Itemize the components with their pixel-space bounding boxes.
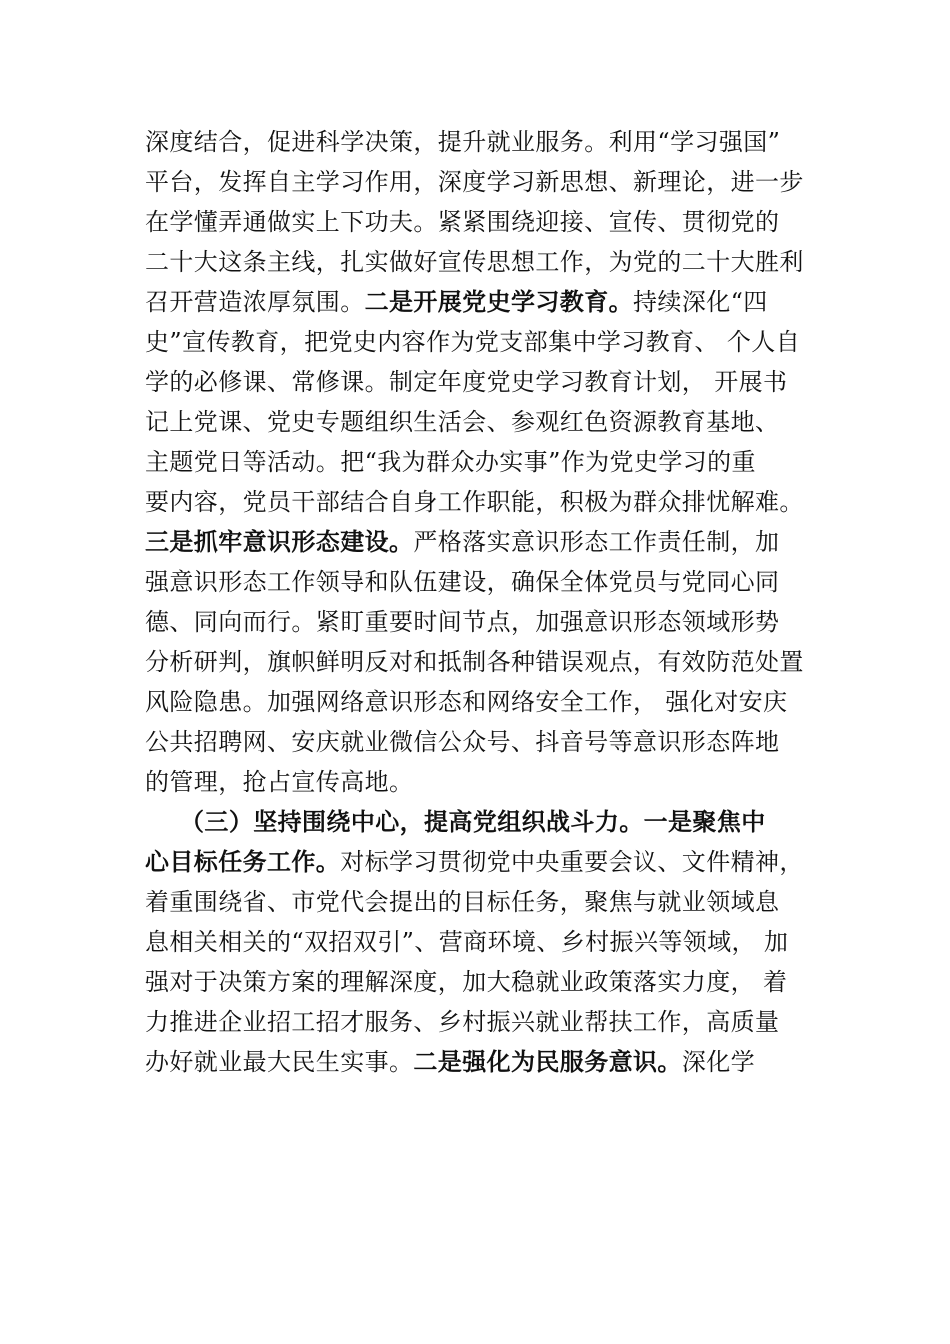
text-line bbox=[145, 162, 804, 202]
text-line bbox=[145, 882, 779, 922]
text-segment: 公共招聘网、安庆就业微信公众号、抖音号等意识形态阵地 bbox=[145, 728, 780, 756]
text-segment: 二十大这条主线，扎实做好宣传思想工作，为党的二十大胜利 bbox=[145, 248, 804, 276]
text-line bbox=[145, 522, 779, 562]
text-segment: 强意识形态工作领导和队伍建设，确保全体党员与党同心同 bbox=[145, 568, 780, 596]
text-line bbox=[145, 242, 804, 282]
text-line bbox=[145, 282, 768, 322]
text-line bbox=[145, 842, 804, 882]
text-segment: 在学懂弄通做实上下功夫。紧紧围绕迎接、宣传、贯彻党的 bbox=[145, 208, 780, 236]
text-line bbox=[145, 762, 413, 802]
text-segment: 的管理，抢占宣传高地。 bbox=[145, 768, 414, 796]
text-segment: 分析研判，旗帜鲜明反对和抵制各种错误观点，有效防范处置 bbox=[145, 648, 804, 676]
text-segment: 风险隐患。加强网络意识形态和网络安全工作， 强化对安庆 bbox=[145, 688, 788, 716]
bold-text-segment: （三）坚持围绕中心，提高党组织战斗力。一是聚焦中 bbox=[145, 807, 766, 836]
text-segment: 平台，发挥自主学习作用，深度学习新思想、新理论，进一步 bbox=[145, 168, 804, 196]
text-segment: 力推进企业招工招才服务、乡村振兴就业帮扶工作，高质量 bbox=[145, 1008, 780, 1036]
text-line bbox=[145, 362, 787, 402]
text-line bbox=[145, 1002, 779, 1042]
text-line bbox=[145, 642, 804, 682]
text-segment: 严格落实意识形态工作责任制，加 bbox=[413, 528, 780, 556]
text-line bbox=[145, 962, 787, 1002]
text-segment: 强对于决策方案的理解深度，加大稳就业政策落实力度， 着 bbox=[145, 968, 788, 996]
text-line bbox=[145, 322, 800, 362]
text-segment: 主题党日等活动。把“我为群众办实事”作为党史学习的重 bbox=[145, 448, 756, 476]
bold-text-segment: 二是强化为民服务意识。 bbox=[413, 1047, 682, 1076]
text-line bbox=[145, 482, 804, 522]
text-line bbox=[145, 922, 788, 962]
text-line bbox=[145, 402, 779, 442]
text-segment: 深化学 bbox=[681, 1048, 756, 1076]
text-segment: 史”宣传教育，把党史内容作为党支部集中学习教育、 个人自 bbox=[145, 328, 801, 356]
text-line bbox=[145, 1042, 755, 1082]
text-line bbox=[145, 722, 779, 762]
bold-text-segment: 三是抓牢意识形态建设。 bbox=[145, 527, 414, 556]
text-line bbox=[145, 562, 779, 602]
text-line bbox=[145, 682, 787, 722]
text-line bbox=[145, 602, 779, 642]
text-segment: 德、同向而行。紧盯重要时间节点，加强意识形态领域形势 bbox=[145, 608, 780, 636]
text-line bbox=[145, 202, 779, 242]
text-line bbox=[145, 122, 780, 162]
text-segment: 息相关相关的“双招双引”、营商环境、乡村振兴等领域， 加 bbox=[145, 928, 789, 956]
text-segment: 深度结合，促进科学决策，提升就业服务。利用“学习强国” bbox=[145, 128, 781, 156]
text-segment: 要内容，党员干部结合自身工作职能，积极为群众排忧解难。 bbox=[145, 488, 804, 516]
text-segment: 对标学习贯彻党中央重要会议、文件精神， bbox=[340, 848, 804, 876]
text-segment: 持续深化“四 bbox=[633, 288, 768, 316]
text-segment: 学的必修课、常修课。制定年度党史学习教育计划， 开展书 bbox=[145, 368, 788, 396]
text-line bbox=[145, 442, 756, 482]
bold-text-segment: 心目标任务工作。 bbox=[145, 847, 341, 876]
text-segment: 记上党课、党史专题组织生活会、参观红色资源教育基地、 bbox=[145, 408, 780, 436]
bold-text-segment: 二是开展党史学习教育。 bbox=[364, 287, 634, 316]
text-line bbox=[145, 802, 766, 842]
text-segment: 召开营造浓厚氛围。 bbox=[145, 288, 365, 316]
text-segment: 办好就业最大民生实事。 bbox=[145, 1048, 414, 1076]
text-segment: 着重围绕省、市党代会提出的目标任务，聚焦与就业领域息 bbox=[145, 888, 780, 916]
